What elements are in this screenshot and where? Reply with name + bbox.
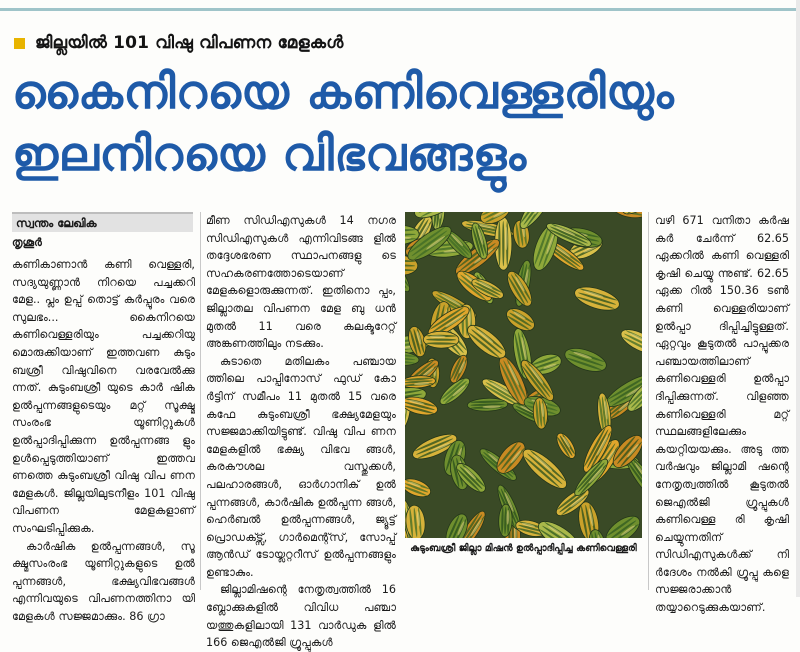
- kicker: [14, 30, 343, 56]
- headline-line-1: കൈനിറയെ കണിവെള്ളരിയും: [12, 62, 792, 124]
- column-divider: [200, 212, 201, 590]
- photo-caption-text: കുടുംബശ്രീ ജില്ലാ മിഷൻ ഉൽപ്പാദിപ്പിച്ച കണിവെള്ളരി: [410, 543, 637, 554]
- article-column-2: [206, 212, 396, 652]
- kicker-marker: [14, 38, 25, 49]
- paragraph: കാർഷിക ഉൽപ്പന്നങ്ങൾ, സൂ ക്ഷ്മസംരംഭ യൂണിറ്റുകളുടെ ഉൽ പ്പന്നങ്ങൾ, ഭക്ഷ്യവിഭവങ്ങൾ എന്നിവയുടെ വിപണനത്തിനാ യി മേളകൾ സജ്ജമാക്കും. 86 ഗ്രാ: [12, 538, 195, 626]
- cucumber-photo-image: [405, 212, 642, 538]
- photo-caption: [405, 538, 642, 558]
- paragraph: ജില്ലാമിഷന്റെ നേതൃത്വത്തിൽ 16 ബ്ലോക്കുകളിൽ വിവിധ പഞ്ചാ യത്തുകളിലായി 131 വാർഡുക ളിൽ 166 ജെഎൽജി ഗ്രൂപ്പുകൾ: [206, 581, 396, 651]
- paragraph: കണികാണാൻ കണി വെള്ളരി, സദ്യയുണ്ണാൻ നിറയെ പച്ചക്കറി മേള.. പ്ലം ഉപ്പ് തൊട്ട് കർപ്പൂരം വരെ സുലഭം... കൈനിറയെ കണിവെള്ളരിയും പച്ചക്കറിയു മൊരുക്കിയാണ് ഇത്തവണ കുടും ബശ്രീ വിഷുവിനെ വരവേൽക്കു ന്നത്. കുടുംബശ്രീ യുടെ കാർ ഷിക ഉൽപ്പന്നങ്ങളുടെയും മറ്റ് സൂക്ഷ്മ സംരംഭ യൂണിറ്റുകൾ ഉൽപ്പാദിപ്പിക്കുന്ന ഉൽപ്പന്നങ്ങ ളും ഉൾപ്പെടുത്തിയാണ് ഇത്തവ ണത്തെ കുടുംബശ്രീ വിഷു വിപ ണന മേളകൾ. ജില്ലയിലുടനീളം 101 വിഷു വിപണന മേളകളാണ് സംഘടിപ്പിക്കുക.: [12, 256, 195, 538]
- dateline: തൃശൂർ: [12, 236, 42, 250]
- cucumber: [423, 331, 459, 348]
- kicker-text: ജില്ലയിൽ 101 വിഷു വിപണന മേളകൾ: [35, 33, 343, 53]
- byline-text: സ്വന്തം ലേഖിക: [16, 216, 97, 231]
- column-divider: [648, 212, 649, 590]
- top-rule: [0, 0, 800, 14]
- article-column-1: [12, 256, 195, 625]
- cucumber-photo: [405, 212, 642, 538]
- article-column-3: [655, 212, 789, 617]
- paragraph: വഴി 671 വനിതാ കർഷ കർ ചേർന്ന് 62.65 ഏക്കറിൽ കണി വെള്ളരി കൃഷി ചെയ്യു ന്നുണ്ട്. 62.65 ഏക്ക റിൽ 150.36 ടൺ കണി വെള്ളരിയാണ് ഉൽപ്പാ ദിപ്പിച്ചിട്ടുള്ളത്. ഏറ്റവും കൂടുതൽ പാപ്പൂക്കര പഞ്ചായത്തിലാണ് കണിവെള്ളരി ഉൽപ്പാ ദിപ്പിക്കുന്നത്. വിളഞ്ഞ കണിവെള്ളരി മറ്റ് സ്ഥലങ്ങളിലേക്കും കയറ്റിയയക്കും. അടു ത്ത വർഷവും ജില്ലാമി ഷന്റെ നേതൃത്വത്തിൽ കൂടുതൽ ജെഎൽജി ഗ്രൂപ്പുകൾ കണിവെള്ള രി കൃഷി ചെയ്യുന്നതിന് സിഡിഎസുകൾക്ക് നി ർദേശം നൽകി ഗ്രൂപ്പു കളെ സജ്ജരാക്കാൻ തയ്യാറെടുക്കുകയാണ്.: [655, 212, 789, 617]
- paragraph: മീണ സിഡിഎസുകൾ 14 നഗര സിഡിഎസുകൾ എന്നിവിടങ്ങ ളിൽ തദ്ദേശഭരണ സ്ഥാപനങ്ങളു ടെ സഹകരണത്തോടെയാണ് മേളകളൊരുക്കുന്നത്. ഇതിനൊ പ്പം, ജില്ലാതല വിപണന മേള ബു ധൻ മുതൽ 11 വരെ കലക്ടറേറ്റ് അങ്കണത്തിലും നടക്കും.: [206, 212, 396, 353]
- byline: [12, 212, 193, 232]
- headline-line-2: ഇലനിറയെ വിഭവങ്ങളും: [12, 124, 792, 186]
- page-edge: [796, 0, 800, 597]
- headline: [12, 62, 792, 186]
- paragraph: കുടാതെ മതിലകം പഞ്ചായ ത്തിലെ പാപ്പിനോസ് ഫുഡ് കോ ർട്ടിന് സമീപം 11 മുതൽ 15 വരെ കഫേ കുടുംബശ്രീ ഭക്ഷ്യമേളയും സജ്ജമാക്കിയിട്ടുണ്ട്. വിഷു വിപ ണന മേളകളിൽ ഭക്ഷ്യ വിഭവ ങ്ങൾ, കരകൗശല വസ്തുക്കൾ, പലഹാരങ്ങൾ, ഓർഗാനിക് ഉൽ പ്പന്നങ്ങൾ, കാർഷിക ഉൽപ്പന്ന ങ്ങൾ, ഹെർബൽ ഉൽപ്പന്നങ്ങൾ, ജ്യൂട്ട് പ്രൊഡക്ട്സ്, ഗാർമെന്റ്സ്, സോപ്പ് ആൻഡ് ടോയ്ലറ്ററീസ് ഉൽപ്പന്നങ്ങളും ഉണ്ടാകും.: [206, 353, 396, 582]
